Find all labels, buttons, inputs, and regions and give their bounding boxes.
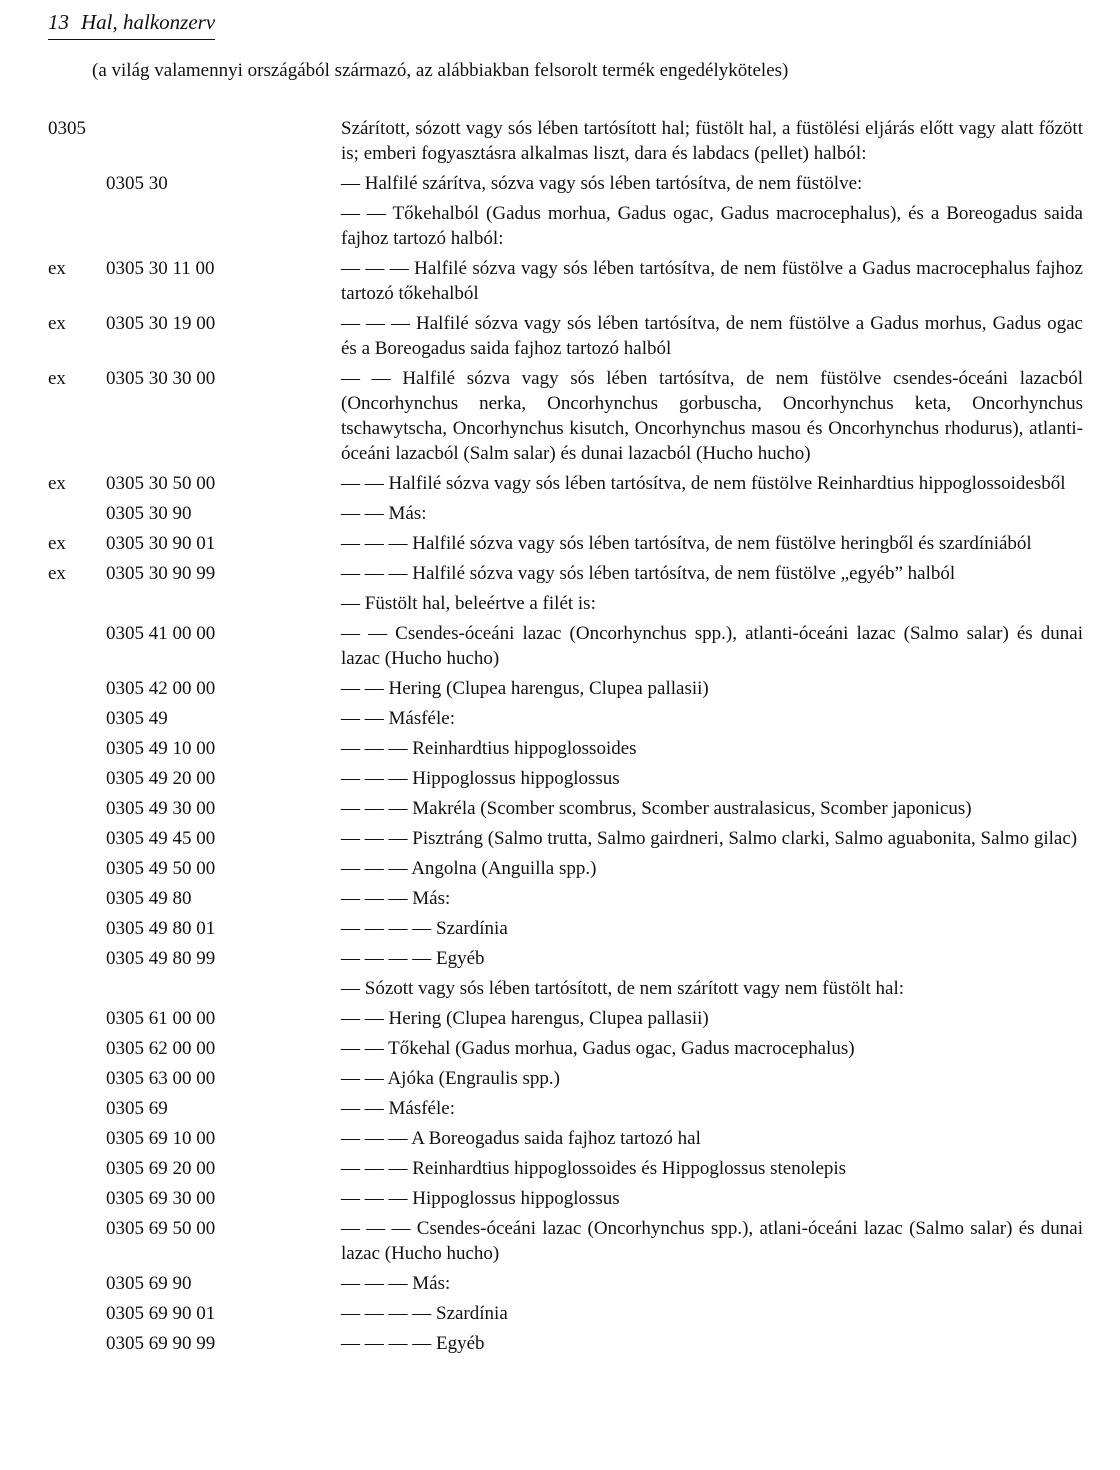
tariff-description: — — Halfilé sózva vagy sós lében tartósítva, de nem füstölve csendes-óceáni lazacból (Oncorhynchus nerka, Oncorhynchus gorbuscha, Oncorhynchus keta, Oncorhynchus tschawytscha, Oncorhynchus kisutch, Oncorhynchus masou és Oncorhynchus rhodurus), atlanti-óceáni lazacból (Salm salar) és dunai lazacból (Hucho hucho) — [341, 368, 1083, 464]
tariff-code: 0305 69 90 01 — [106, 1303, 216, 1324]
tariff-description: — — — Reinhardtius hippoglossoides — [341, 738, 637, 759]
tariff-code: 0305 49 30 00 — [106, 798, 216, 819]
ex-marker: ex — [48, 533, 66, 554]
tariff-code: 0305 49 10 00 — [106, 738, 216, 759]
tariff-description: — — Halfilé sózva vagy sós lében tartósítva, de nem füstölve Reinhardtius hippoglossoidesből — [341, 473, 1066, 494]
tariff-description: — — — Pisztráng (Salmo trutta, Salmo gairdneri, Salmo clarki, Salmo aguabonita, Salmo gilac) — [341, 828, 1078, 849]
table-row — [0, 1301, 1120, 1326]
tariff-code: 0305 30 90 01 — [106, 533, 216, 554]
tariff-code: 0305 41 00 00 — [106, 623, 216, 644]
tariff-description: — — — Más: — [341, 1273, 451, 1294]
table-row — [0, 1186, 1120, 1211]
table-row — [0, 366, 1120, 466]
tariff-description: — — — Csendes-óceáni lazac (Oncorhynchus spp.), atlani-óceáni lazac (Salmo salar) és dunai lazac (Hucho hucho) — [341, 1218, 1083, 1264]
table-row — [0, 736, 1120, 761]
table-row — [0, 916, 1120, 941]
tariff-code: 0305 30 30 00 — [106, 368, 216, 389]
table-row — [0, 1216, 1120, 1266]
table-row — [0, 1006, 1120, 1031]
tariff-code: 0305 30 19 00 — [106, 313, 216, 334]
tariff-table — [0, 116, 1120, 1361]
tariff-description: — — — Makréla (Scomber scombrus, Scomber australasicus, Scomber japonicus) — [341, 798, 972, 819]
tariff-code: 0305 49 80 — [106, 888, 192, 909]
tariff-code: 0305 61 00 00 — [106, 1008, 216, 1029]
table-row — [0, 826, 1120, 851]
tariff-description: — — Más: — [341, 503, 427, 524]
ex-marker: ex — [48, 368, 66, 389]
tariff-code: 0305 30 90 99 — [106, 563, 216, 584]
tariff-description: — — Ajóka (Engraulis spp.) — [341, 1068, 561, 1089]
tariff-description: — — Csendes-óceáni lazac (Oncorhynchus spp.), atlanti-óceáni lazac (Salmo salar) és dunai lazac (Hucho hucho) — [341, 623, 1083, 669]
tariff-description: — — — Reinhardtius hippoglossoides és Hippoglossus stenolepis — [341, 1158, 847, 1179]
tariff-code: 0305 62 00 00 — [106, 1038, 216, 1059]
tariff-description: — — Másféle: — [341, 708, 455, 729]
chapter-number: 13 — [48, 10, 69, 34]
tariff-code: 0305 49 80 99 — [106, 948, 216, 969]
tariff-description: Szárított, sózott vagy sós lében tartósított hal; füstölt hal, a füstölési eljárás előtt vagy alatt főzött is; emberi fogyasztásra alkalmas liszt, dara és labdacs (pellet) halból: — [341, 118, 1083, 164]
chapter-title: Hal, halkonzerv — [81, 10, 216, 34]
table-row — [0, 116, 1120, 166]
tariff-code: 0305 30 — [106, 173, 168, 194]
tariff-description: — — — — Szardínia — [341, 1303, 508, 1324]
tariff-code: 0305 30 90 — [106, 503, 192, 524]
table-row — [0, 171, 1120, 196]
table-row — [0, 1066, 1120, 1091]
tariff-code: 0305 69 — [106, 1098, 168, 1119]
tariff-description: — — — — Egyéb — [341, 1333, 485, 1354]
tariff-code: 0305 42 00 00 — [106, 678, 216, 699]
tariff-code: 0305 69 50 00 — [106, 1218, 216, 1239]
tariff-description: — — Tőkehalból (Gadus morhua, Gadus ogac, Gadus macrocephalus), és a Boreogadus saida fajhoz tartozó halból: — [341, 203, 1083, 249]
table-row — [0, 561, 1120, 586]
table-row — [0, 621, 1120, 671]
table-row — [0, 201, 1120, 251]
tariff-description: — — Tőkehal (Gadus morhua, Gadus ogac, Gadus macrocephalus) — [341, 1038, 855, 1059]
ex-marker: ex — [48, 473, 66, 494]
table-row — [0, 1156, 1120, 1181]
table-row — [0, 1126, 1120, 1151]
table-row — [0, 1331, 1120, 1356]
tariff-code: 0305 — [48, 118, 86, 139]
tariff-description: — — — Halfilé sózva vagy sós lében tartósítva, de nem füstölve a Gadus morhus, Gadus ogac és a Boreogadus saida fajhoz tartozó halból — [341, 313, 1083, 359]
tariff-code: 0305 69 30 00 — [106, 1188, 216, 1209]
table-row — [0, 1271, 1120, 1296]
tariff-description: — — — Halfilé sózva vagy sós lében tartósítva, de nem füstölve „egyéb” halból — [341, 563, 956, 584]
table-row — [0, 311, 1120, 361]
table-row — [0, 256, 1120, 306]
table-row — [0, 1036, 1120, 1061]
tariff-description: — — Hering (Clupea harengus, Clupea pallasii) — [341, 678, 709, 699]
tariff-description: — Sózott vagy sós lében tartósított, de nem szárított vagy nem füstölt hal: — [341, 978, 905, 999]
table-row — [0, 796, 1120, 821]
tariff-code: 0305 69 20 00 — [106, 1158, 216, 1179]
tariff-code: 0305 30 50 00 — [106, 473, 216, 494]
tariff-description: — Halfilé szárítva, sózva vagy sós lében tartósítva, de nem füstölve: — [341, 173, 863, 194]
tariff-description: — — — — Egyéb — [341, 948, 485, 969]
tariff-description: — — — A Boreogadus saida fajhoz tartozó hal — [341, 1128, 701, 1149]
tariff-code: 0305 49 45 00 — [106, 828, 216, 849]
table-row — [0, 886, 1120, 911]
ex-marker: ex — [48, 563, 66, 584]
table-row — [0, 531, 1120, 556]
table-row — [0, 976, 1120, 1001]
table-row — [0, 591, 1120, 616]
tariff-code: 0305 69 90 — [106, 1273, 192, 1294]
tariff-code: 0305 63 00 00 — [106, 1068, 216, 1089]
tariff-description: — — — — Szardínia — [341, 918, 508, 939]
chapter-header — [48, 10, 215, 40]
tariff-code: 0305 69 90 99 — [106, 1333, 216, 1354]
tariff-code: 0305 49 80 01 — [106, 918, 216, 939]
table-row — [0, 501, 1120, 526]
ex-marker: ex — [48, 313, 66, 334]
tariff-code: 0305 30 11 00 — [106, 258, 215, 279]
tariff-code: 0305 49 20 00 — [106, 768, 216, 789]
table-row — [0, 1096, 1120, 1121]
tariff-description: — — — Halfilé sózva vagy sós lében tartósítva, de nem füstölve a Gadus macrocephalus fajhoz tartozó tőkehalból — [341, 258, 1083, 304]
table-row — [0, 856, 1120, 881]
tariff-description: — — — Hippoglossus hippoglossus — [341, 768, 620, 789]
tariff-code: 0305 69 10 00 — [106, 1128, 216, 1149]
tariff-description: — — Hering (Clupea harengus, Clupea pallasii) — [341, 1008, 709, 1029]
tariff-description: — — — Angolna (Anguilla spp.) — [341, 858, 597, 879]
table-row — [0, 766, 1120, 791]
table-row — [0, 676, 1120, 701]
ex-marker: ex — [48, 258, 66, 279]
tariff-code: 0305 49 — [106, 708, 168, 729]
tariff-description: — — — Más: — [341, 888, 451, 909]
table-row — [0, 946, 1120, 971]
tariff-description: — — Másféle: — [341, 1098, 455, 1119]
tariff-description: — Füstölt hal, beleértve a filét is: — [341, 593, 596, 614]
tariff-code: 0305 49 50 00 — [106, 858, 216, 879]
page-subtitle: (a világ valamennyi országából származó, az alábbiakban felsorolt termék engedélyköteles) — [92, 60, 789, 81]
table-row — [0, 706, 1120, 731]
tariff-description: — — — Halfilé sózva vagy sós lében tartósítva, de nem füstölve heringből és szardíniából — [341, 533, 1032, 554]
table-row — [0, 471, 1120, 496]
tariff-description: — — — Hippoglossus hippoglossus — [341, 1188, 620, 1209]
